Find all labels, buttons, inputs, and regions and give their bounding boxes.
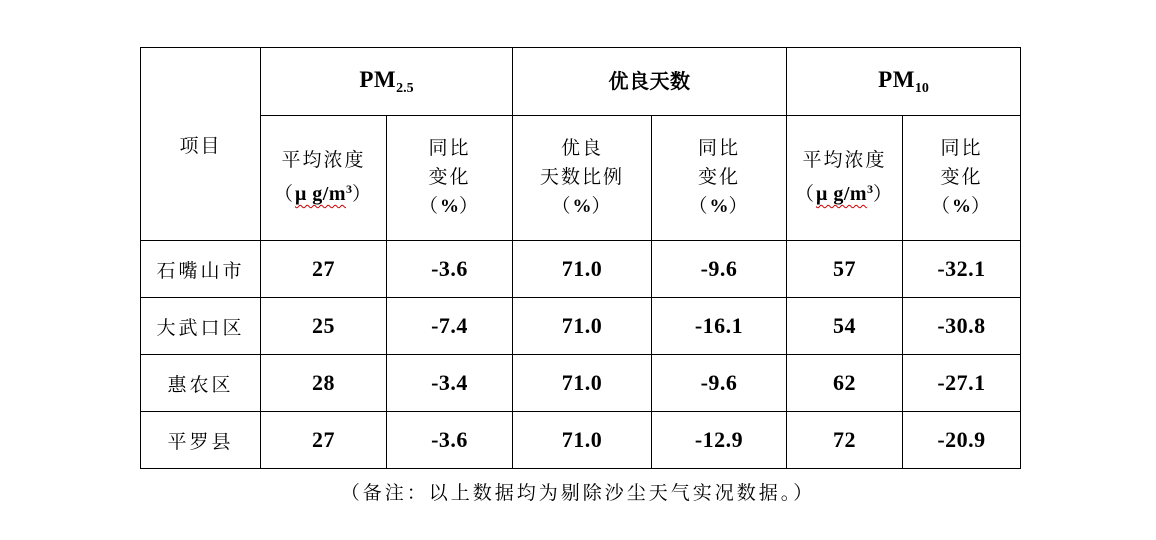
footnote: （备注：以上数据均为剔除沙尘天气实况数据。） [340,483,816,504]
subheader-percent-line [652,192,786,222]
subheader-pm10-avg-concentration [787,116,903,241]
paren-close: ） [873,184,895,205]
cell-pm25-concentration: 28 [261,355,387,412]
subheader-good-days-yoy-change [652,116,787,241]
subheader-pm25-yoy-change [387,116,513,241]
subheader-title: 平均浓度 [281,150,366,171]
unit-superscript: 3 [346,182,353,196]
table-row [141,355,1021,412]
cell-pm25-concentration: 27 [261,412,387,469]
paren-open: （ [551,196,573,217]
cell-pm25-concentration: 27 [261,241,387,298]
pm25-label: PM [359,66,397,92]
percent-sign: % [440,196,459,217]
percent-sign: % [952,196,972,217]
paren-close: ） [591,196,613,217]
paren-open: （ [688,196,710,217]
subheader-line: 天数比例 [540,167,625,188]
subheader-percent-line [903,192,1020,222]
cell-pm25-yoy: -3.4 [387,355,513,412]
paren-close: ） [459,196,481,217]
pm10-label: PM [878,66,915,92]
column-group-pm25 [261,48,513,116]
subheader-percent-line [387,192,512,222]
table-row [141,298,1021,355]
pm25-subscript: 2.5 [396,80,414,96]
subheader-line: 同比 [698,138,741,159]
subheader-title: 平均浓度 [802,150,887,171]
unit-text: μ g/m [815,183,868,205]
cell-good-days-yoy: -16.1 [652,298,787,355]
table-sub-header-row [141,116,1021,241]
table-row [141,412,1021,469]
paren-close: ） [352,184,374,205]
paren-close: ） [728,196,750,217]
cell-pm25-yoy: -3.6 [387,412,513,469]
subheader-pm25-avg-concentration [261,116,387,241]
subheader-pm10-yoy-change [903,116,1021,241]
subheader-line: 同比 [940,138,983,159]
cell-pm10-yoy: -30.8 [903,298,1021,355]
unit-text: μ g/m [294,183,347,205]
subheader-line: 优良 [561,138,604,159]
percent-sign: % [709,196,729,217]
paren-close: ） [971,196,993,217]
row-label: 大武口区 [141,298,261,355]
subheader-unit-line [261,175,386,210]
cell-good-days-ratio: 71.0 [513,412,652,469]
cell-pm25-concentration: 25 [261,298,387,355]
subheader-line: 变化 [428,167,471,188]
row-label: 惠农区 [141,355,261,412]
unit-superscript: 3 [867,182,874,196]
subheader-percent-line [513,192,651,222]
row-label: 平罗县 [141,412,261,469]
percent-sign: % [572,196,592,217]
cell-pm10-yoy: -20.9 [903,412,1021,469]
cell-pm10-concentration: 54 [787,298,903,355]
cell-pm25-yoy: -7.4 [387,298,513,355]
cell-good-days-yoy: -9.6 [652,241,787,298]
cell-pm25-yoy: -3.6 [387,241,513,298]
corner-header-label: 项目 [179,135,222,157]
corner-header-cell [141,48,261,241]
air-quality-table [140,47,1021,469]
subheader-unit-line [787,175,902,210]
column-group-good-days [513,48,787,116]
cell-pm10-yoy: -27.1 [903,355,1021,412]
table-row [141,241,1021,298]
cell-pm10-concentration: 57 [787,241,903,298]
subheader-line: 同比 [428,138,471,159]
row-label: 石嘴山市 [141,241,261,298]
paren-open: （ [418,196,440,217]
cell-good-days-ratio: 71.0 [513,241,652,298]
paren-open: （ [931,196,953,217]
cell-pm10-concentration: 62 [787,355,903,412]
paren-open: （ [273,184,295,205]
subheader-good-days-ratio [513,116,652,241]
column-group-pm10 [787,48,1021,116]
table-group-header-row [141,48,1021,116]
pm10-subscript: 10 [914,80,929,96]
cell-good-days-ratio: 71.0 [513,355,652,412]
cell-good-days-ratio: 71.0 [513,298,652,355]
cell-good-days-yoy: -12.9 [652,412,787,469]
cell-pm10-yoy: -32.1 [903,241,1021,298]
paren-open: （ [794,184,816,205]
good-days-label: 优良天数 [608,71,691,93]
cell-pm10-concentration: 72 [787,412,903,469]
subheader-line: 变化 [940,167,983,188]
cell-good-days-yoy: -9.6 [652,355,787,412]
subheader-line: 变化 [698,167,741,188]
